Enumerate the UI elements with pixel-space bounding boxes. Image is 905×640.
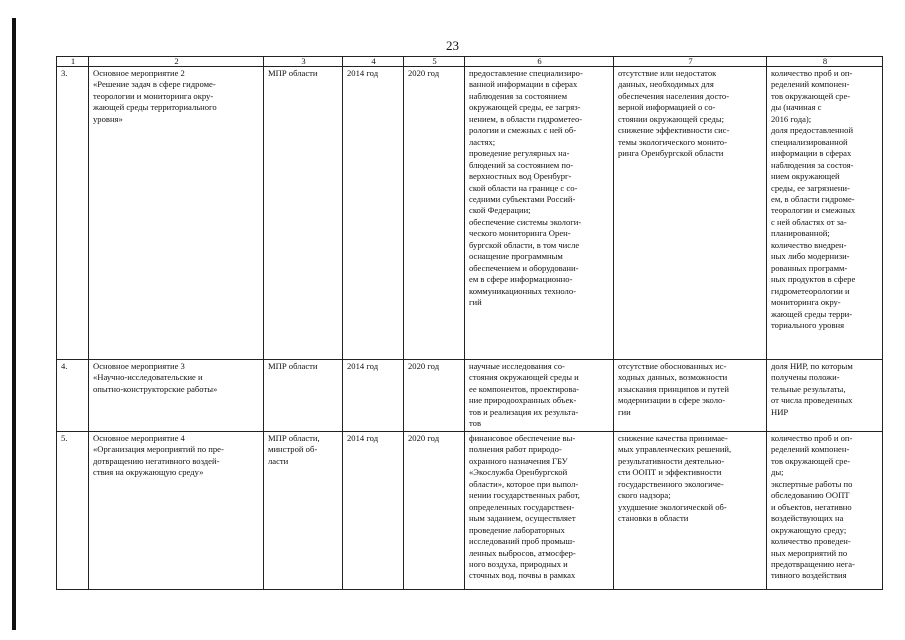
table-row [57,360,883,432]
column-header: 8 [767,57,883,67]
end-year: 2020 год [404,360,465,432]
executor: МПР области [264,67,343,360]
non-implementation-consequences: отсутствие или недостаток данных, необходимых для обеспечения населения досто- верной информацией о со- стоянии окружающей среды; снижение эффективности сис- темы экологического монито- ринга Оренбургской области [614,67,767,360]
table-row [57,432,883,590]
end-year: 2020 год [404,67,465,360]
column-header: 1 [57,57,89,67]
row-number: 5. [57,432,89,590]
measure-content: финансовое обеспечение вы- полнения работ природо- охранного назначения ГБУ «Экослужба Оренбургской области», которое при выпол- нении государственных работ, определенных государствен- ным заданием, осуществляет проведение лабораторных исследований проб промыш- ленных выбросов, атмосфер- ного воздуха, природных и сточных вод, почвы в рамках [465,432,614,590]
executor: МПР области [264,360,343,432]
related-indicators: доля НИР, по которым получены положи- тельные результаты, от числа проведенных НИР [767,360,883,432]
column-header: 6 [465,57,614,67]
measure-name: Основное мероприятие 3 «Научно-исследовательские и опытно-конструкторские работы» [89,360,264,432]
start-year: 2014 год [343,360,404,432]
header-row [57,57,883,67]
start-year: 2014 год [343,432,404,590]
table-row [57,67,883,360]
column-header: 2 [89,57,264,67]
measure-name: Основное мероприятие 2 «Решение задач в сфере гидроме- теорологии и мониторинга окру- жающей среды территориального уровня» [89,67,264,360]
program-measures-table [56,56,883,590]
row-number: 3. [57,67,89,360]
column-header: 3 [264,57,343,67]
non-implementation-consequences: снижение качества принимае- мых управленческих решений, результативности деятельно- сти ООПТ и эффективности государственного экологиче- ского надзора; ухудшение экологической об- становки в области [614,432,767,590]
related-indicators: количество проб и оп- ределений компонен- тов окружающей сре- ды; экспертные работы по обследованию ООПТ и объектов, негативно воздействующих на окружающую среду; количество проведен- ных мероприятий по предотвращению нега- тивного воздействия [767,432,883,590]
related-indicators: количество проб и оп- ределений компонен- тов окружающей сре- ды (начиная с 2016 года); доля предоставленной специализированной информации в сферах наблюдения за состоя- нием окружающей среды, ее загрязнени- ем, в области гидроме- теорологии и смежных с ней областях от за- планированной; количество внедрен- ных либо модернизи- рованных программ- ных продуктов в сфере гидрометеорологии и мониторинга окру- жающей среды терри- ториального уровня [767,67,883,360]
measure-content: предоставление специализиро- ванной информации в сферах наблюдения за состоянием окружающей среды, ее загряз- нением, в области гидрометео- рологии и смежных с ней об- ластях; проведение регулярных на- блюдений за состоянием по- верхностных вод Оренбург- ской области на границе с со- седними субъектами Россий- ской Федерации; обеспечение системы экологи- ческого мониторинга Орен- бургской области, в том числе оснащение программным обеспечением и оборудовани- ем в сфере информационно- коммуникационных техноло- гий [465,67,614,360]
column-header: 7 [614,57,767,67]
column-header: 5 [404,57,465,67]
non-implementation-consequences: отсутствие обоснованных ис- ходных данных, возможности изыскания принципов и путей модернизации в сфере эколо- гии [614,360,767,432]
page-number: 23 [446,38,459,53]
binder-strip [12,18,16,630]
start-year: 2014 год [343,67,404,360]
row-number: 4. [57,360,89,432]
column-header: 4 [343,57,404,67]
end-year: 2020 год [404,432,465,590]
measure-name: Основное мероприятие 4 «Организация мероприятий по пре- дотвращению негативного воздей- ствия на окружающую среду» [89,432,264,590]
measure-content: научные исследования со- стояния окружающей среды и ее компонентов, проектирова- ние природоохранных объек- тов и реализация их результа- тов [465,360,614,432]
executor: МПР области, минстрой об- ласти [264,432,343,590]
